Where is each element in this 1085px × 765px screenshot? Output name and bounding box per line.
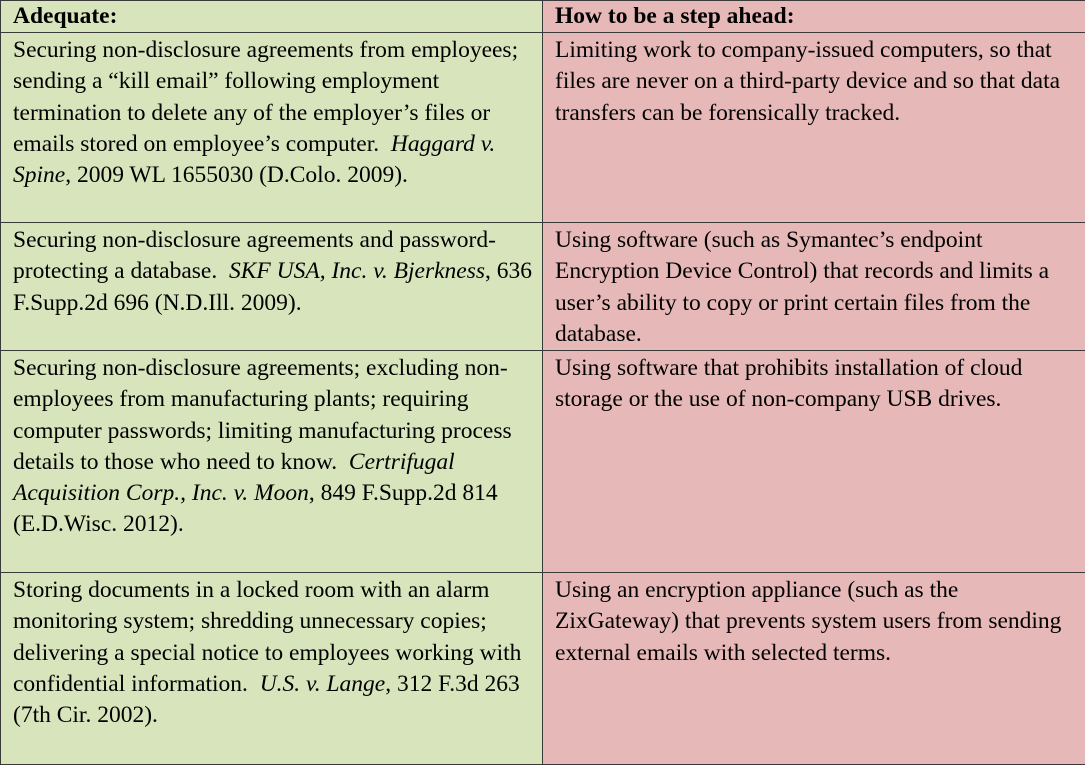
case-citation: , 636 F.Supp.2d 696 (N.D.Ill. 2009).: [13, 258, 532, 315]
adequate-text: Storing documents in a locked room with an alarm monitoring system; shredding unnecessary copies; delivering a special notice to employees working with confidential information.: [13, 577, 521, 697]
table-row: [1, 33, 1085, 223]
header-adequate: Adequate:: [1, 1, 543, 33]
ahead-cell: [543, 223, 1085, 351]
ahead-cell: [543, 33, 1085, 223]
case-citation: , 312 F.3d 263 (7th Cir. 2002).: [13, 671, 520, 728]
adequate-text: Securing non-disclosure agreements from employees; sending a “kill email” following employment termination to delete any of the employer’s files or emails stored on employee’s computer.: [13, 37, 518, 157]
case-citation: , 2009 WL 1655030 (D.Colo. 2009).: [65, 162, 408, 188]
table-row: [1, 351, 1085, 573]
case-name: SKF USA, Inc. v. Bjerkness: [229, 258, 485, 284]
case-name: Haggard v. Spine: [13, 131, 495, 188]
adequate-text: Securing non-disclosure agreements; excluding non-employees from manufacturing plants; requiring computer passwords; limiting manufacturing process details to those who need to know.: [13, 355, 512, 475]
ahead-cell: [543, 351, 1085, 573]
adequate-cell: [1, 223, 543, 351]
table-row: [1, 223, 1085, 351]
header-row: [1, 1, 1085, 33]
ahead-text: Using software that prohibits installation of cloud storage or the use of non-company USB drives.: [555, 355, 1022, 412]
adequate-cell: [1, 351, 543, 573]
case-name: U.S. v. Lange: [260, 671, 386, 697]
ahead-text: Using software (such as Symantec’s endpoint Encryption Device Control) that records and limits a user’s ability to copy or print certain files from the database.: [555, 227, 1049, 347]
ahead-text: Limiting work to company-issued computers, so that files are never on a third-party device and so that data transfers can be forensically tracked.: [555, 37, 1060, 125]
ahead-text: Using an encryption appliance (such as the ZixGateway) that prevents system users from sending external emails with selected terms.: [555, 577, 1061, 665]
adequate-cell: [1, 33, 543, 223]
case-citation: , 849 F.Supp.2d 814 (E.D.Wisc. 2012).: [13, 480, 498, 537]
adequate-text: Securing non-disclosure agreements and password-protecting a database.: [13, 227, 496, 284]
adequate-cell: [1, 573, 543, 765]
case-name: Certrifugal Acquisition Corp., Inc. v. Moon: [13, 449, 455, 506]
header-ahead: How to be a step ahead:: [543, 1, 1085, 33]
table-row: [1, 573, 1085, 765]
ahead-cell: [543, 573, 1085, 765]
